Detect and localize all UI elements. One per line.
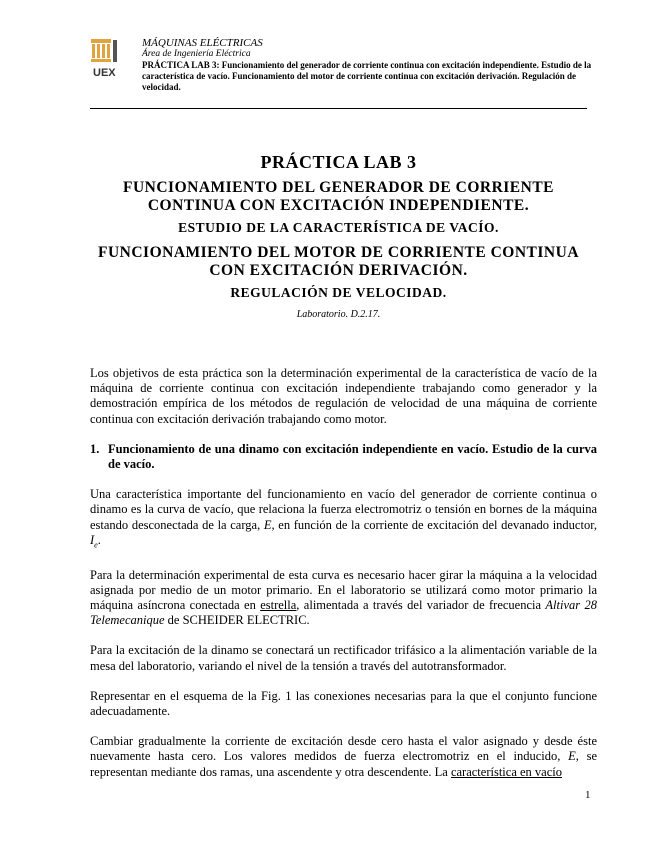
title-motor: FUNCIONAMIENTO DEL MOTOR DE CORRIENTE CONTINUA CON EXCITACIÓN DERIVACIÓN. bbox=[97, 244, 580, 279]
paragraph-measure: Cambiar gradualmente la corriente de excitación desde cero hasta el valor asignado y desde éste nuevamente hasta cero. Los valores medidos de fuerza electromotriz en el inducido, E, se representan mediante dos ramas, una ascendente y otra descendente. La característica en vacío bbox=[90, 734, 597, 779]
title-block bbox=[90, 152, 587, 320]
header-area: Área de Ingeniería Eléctrica bbox=[142, 49, 251, 59]
title-no-load: ESTUDIO DE LA CARACTERÍSTICA DE VACÍO. bbox=[178, 220, 499, 235]
paragraph-curve: Una característica importante del funcionamiento en vacío del generador de corriente continua o dinamo es la curva de vacío, que relaciona la fuerza electromotriz o tensión en bornes de la máquina estando desconectada de la carga, E, en función de la corriente de excitación del devanado inductor, $I_e$. bbox=[90, 487, 597, 550]
page-number: 1 bbox=[585, 789, 591, 801]
document-body bbox=[90, 366, 597, 795]
section-number: 1. bbox=[90, 441, 100, 456]
paragraph-excitation: Para la excitación de la dinamo se conectará un rectificador trifásico a la alimentación variable de la mesa del laboratorio, variando el nivel de la tensión a través del autotransformador. bbox=[90, 643, 597, 673]
paragraph-primary-motor: Para la determinación experimental de esta curva es necesario hacer girar la máquina a la velocidad asignada por medio de un motor primario. En el laboratorio se utilizará como motor primario la máquina asíncrona conectada en estrella, alimentada a través del variador de frecuencia Altivar 28 Telemecanique de SCHEIDER ELECTRIC. bbox=[90, 567, 597, 628]
paragraph-diagram: Representar en el esquema de la Fig. 1 las conexiones necesarias para la que el conjunto funcione adecuadamente. bbox=[90, 688, 597, 718]
intro-paragraph: Los objetivos de esta práctica son la determinación experimental de la característica de vacío de la máquina de corriente continua con excitación independiente trabajando como generador y la demostración empírica de los métodos de regulación de velocidad de una máquina de corriente continua con excitación derivación trabajando como motor. bbox=[90, 366, 597, 426]
section-title: Funcionamiento de una dinamo con excitación independiente en vacío. Estudio de la curva de vacío. bbox=[108, 441, 597, 472]
uex-logo bbox=[90, 38, 124, 80]
header-practice: PRÁCTICA LAB 3: Funcionamiento del generador de corriente continua con excitación independiente. Estudio de la característica de vacío. Funcionamiento del motor de corriente continua con excitación derivación. Regulación de velocidad. bbox=[142, 60, 592, 92]
title-generator: FUNCIONAMIENTO DEL GENERADOR DE CORRIENTE CONTINUA CON EXCITACIÓN INDEPENDIENTE. bbox=[122, 179, 554, 214]
uex-logo-text: UEX bbox=[93, 67, 116, 79]
page-header bbox=[142, 38, 597, 93]
header-course: MÁQUINAS ELÉCTRICAS bbox=[142, 37, 263, 49]
section-heading-1 bbox=[90, 442, 597, 472]
title-speed: REGULACIÓN DE VELOCIDAD. bbox=[230, 285, 447, 300]
page-title: PRÁCTICA LAB 3 bbox=[260, 152, 417, 172]
header-divider bbox=[90, 108, 587, 109]
lab-location: Laboratorio. D.2.17. bbox=[296, 309, 381, 320]
underlined-term: característica en vacío bbox=[450, 764, 562, 779]
